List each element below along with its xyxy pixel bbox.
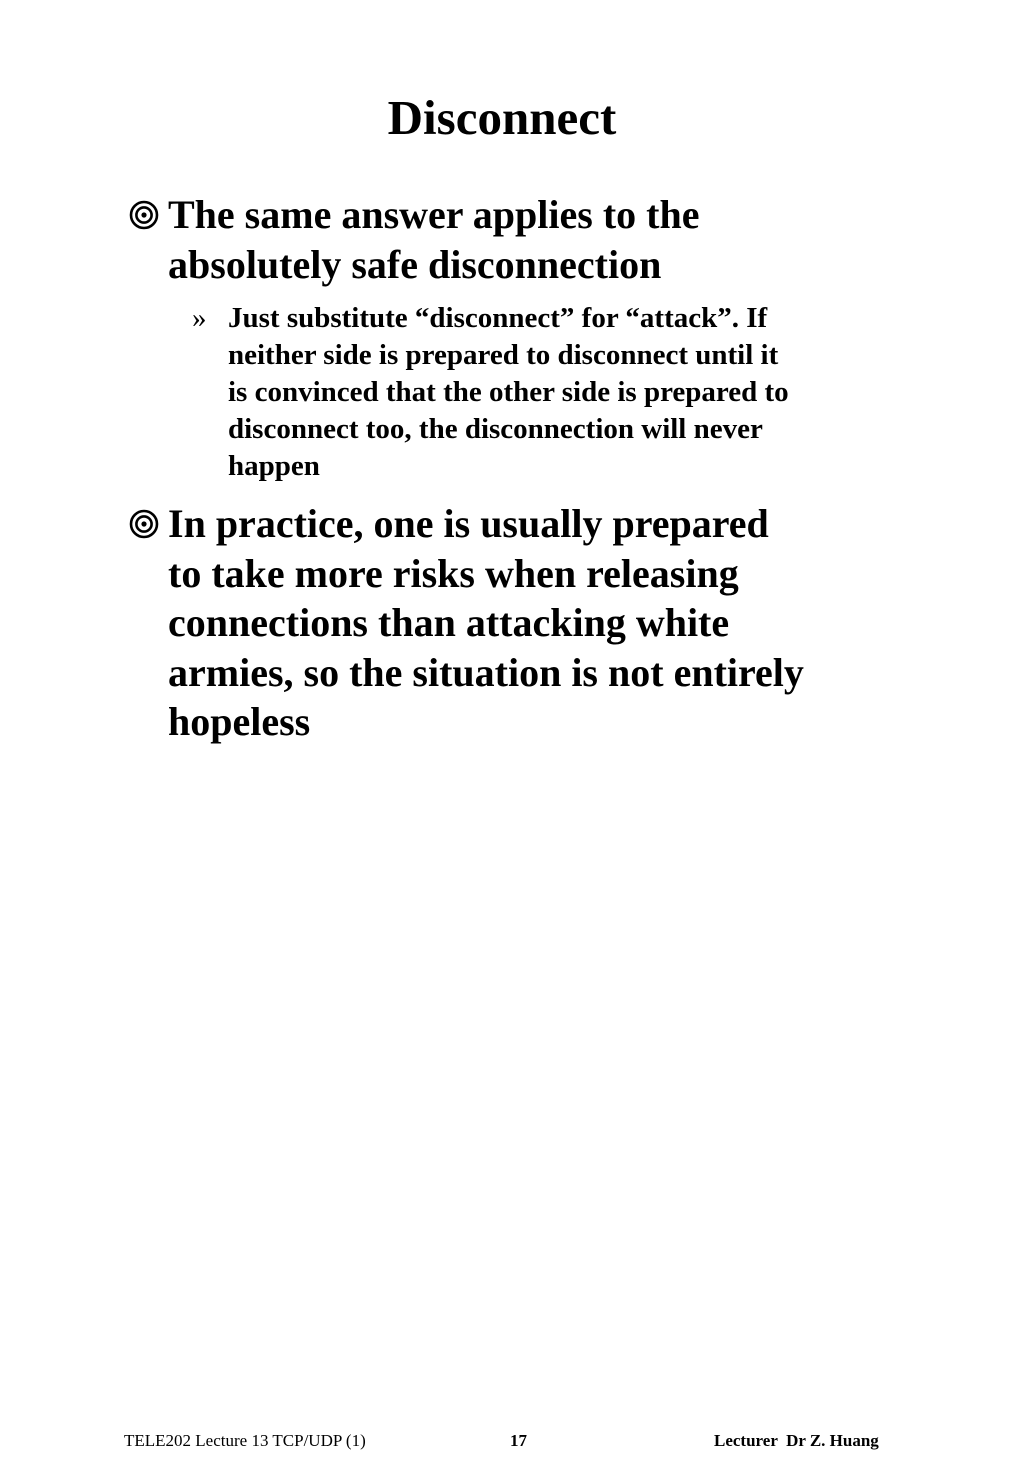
sub-bullet-marker: » [192,302,207,334]
slide-title: Disconnect [387,90,617,145]
bullseye-icon [128,199,160,231]
footer-course: TELE202 Lecture 13 TCP/UDP (1) [124,1431,366,1450]
footer-page-number: 17 [510,1431,527,1450]
footer-lecturer: Lecturer Dr Z. Huang [714,1431,879,1450]
bullet-text: The same answer applies to the absolutely safe disconnection [168,192,700,287]
sub-bullet-text: Just substitute “disconnect” for “attack”. If neither side is prepared to disconnect until it is convinced that the other side is prepared to disconnect too, the disconnection will never happen [228,302,789,482]
bullet-text: In practice, one is usually prepared to take more risks when releasing connections than attacking white armies, so the situation is not entirely hopeless [168,501,804,744]
bullseye-icon [128,508,160,540]
